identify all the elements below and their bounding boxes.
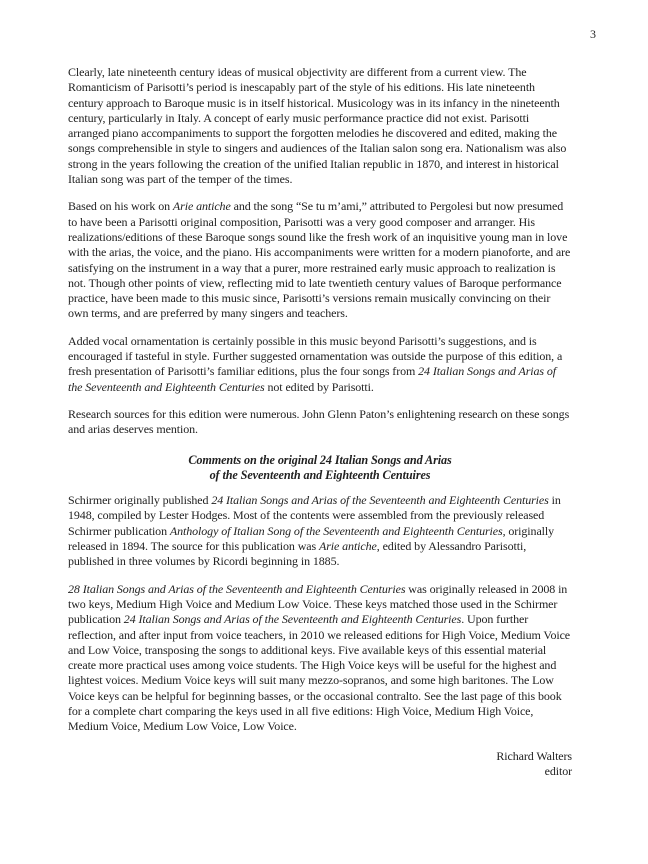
signature-name: Richard Walters	[496, 748, 572, 763]
paragraph-2: Based on his work on Arie antiche and the song “Se tu m’ami,” attributed to Pergolesi but now presumed to have been a Parisotti original composition, Parisotti was a very good composer and arranger. His realizations/editions of these Baroque songs sound like the fresh work of an inquisitive young man in love with the arias, the voice, and the piano. His accompaniments were written for a modern pianoforte, and are satisfying on the instrument in a way that a purer, more restrained early music approach to realization is not. Though other points of view, reflecting mid to late twentieth century values of Baroque performance practice, have been made to this music since, Parisotti’s versions remain musically convincing on their own terms, and are preferred by many singers and teachers.	[68, 199, 571, 321]
signature-role: editor	[544, 763, 572, 778]
section-heading	[68, 453, 572, 484]
signature-block	[68, 749, 572, 780]
paragraph-6: 28 Italian Songs and Arias of the Seventeenth and Eighteenth Centuries was originally released in 2008 in two keys, Medium High Voice and Medium Low Voice. These keys matched those used in the Schirmer publication 24 Italian Songs and Arias of the Seventeenth and Eighteenth Centuries. Upon further reflection, and after input from voice teachers, in 2010 we released editions for High Voice, Medium Voice and Low Voice, transposing the songs to additional keys. Five available keys of this essential material create more practical uses among voice students. The High Voice keys will be useful for the highest and lightest voices. Medium Voice keys will suit many mezzo-sopranos, and some high baritones. The Low Voice keys can be helpful for beginning basses, or the occasional contralto. See the last page of this book for a complete chart comparing the keys used in all five editions: High Voice, Medium High Voice, Medium Voice, Medium Low Voice, Low Voice.	[68, 581, 571, 734]
section-heading-line-2: of the Seventeenth and Eighteenth Centuires	[209, 467, 431, 482]
page-number: 3	[590, 27, 596, 41]
paragraph-1: Clearly, late nineteenth century ideas of musical objectivity are different from a current view. The Romanticism of Parisotti’s period is inescapably part of the style of his editions. His late nineteenth century approach to Baroque music is in itself historical. Musicology was in its infancy in the nineteenth century, particularly in Italy. A concept of early music performance practice did not exist. Parisotti arranged piano accompaniments to support the forgotten melodies he discovered and edited, making the songs comprehensible in style to singers and audiences of the Italian salon song era. Nationalism was also strong in the years following the creation of the unified Italian republic in 1870, and interest in historical Italian song was part of the temper of the times.	[68, 65, 567, 187]
paragraph-4: Research sources for this edition were numerous. John Glenn Paton’s enlightening research on these songs and arias deserves mention.	[68, 406, 570, 437]
section-heading-line-1: Comments on the original 24 Italian Songs and Arias	[188, 452, 452, 467]
paragraph-5: Schirmer originally published 24 Italian Songs and Arias of the Seventeenth and Eighteenth Centuries in 1948, compiled by Lester Hodges. Most of the contents were assembled from the previously released Schirmer publication Anthology of Italian Song of the Seventeenth and Eighteenth Centuries, originally released in 1894. The source for this publication was Arie antiche, edited by Alessandro Parisotti, published in three volumes by Ricordi beginning in 1885.	[68, 493, 561, 569]
paragraph-3: Added vocal ornamentation is certainly possible in this music beyond Parisotti’s suggestions, and is encouraged if tasteful in style. Further suggested ornamentation was outside the purpose of this edition, a fresh presentation of Parisotti’s familiar editions, plus the four songs from 24 Italian Songs and Arias of the Seventeenth and Eighteenth Centuries not edited by Parisotti.	[68, 333, 563, 394]
page-content	[68, 65, 572, 779]
